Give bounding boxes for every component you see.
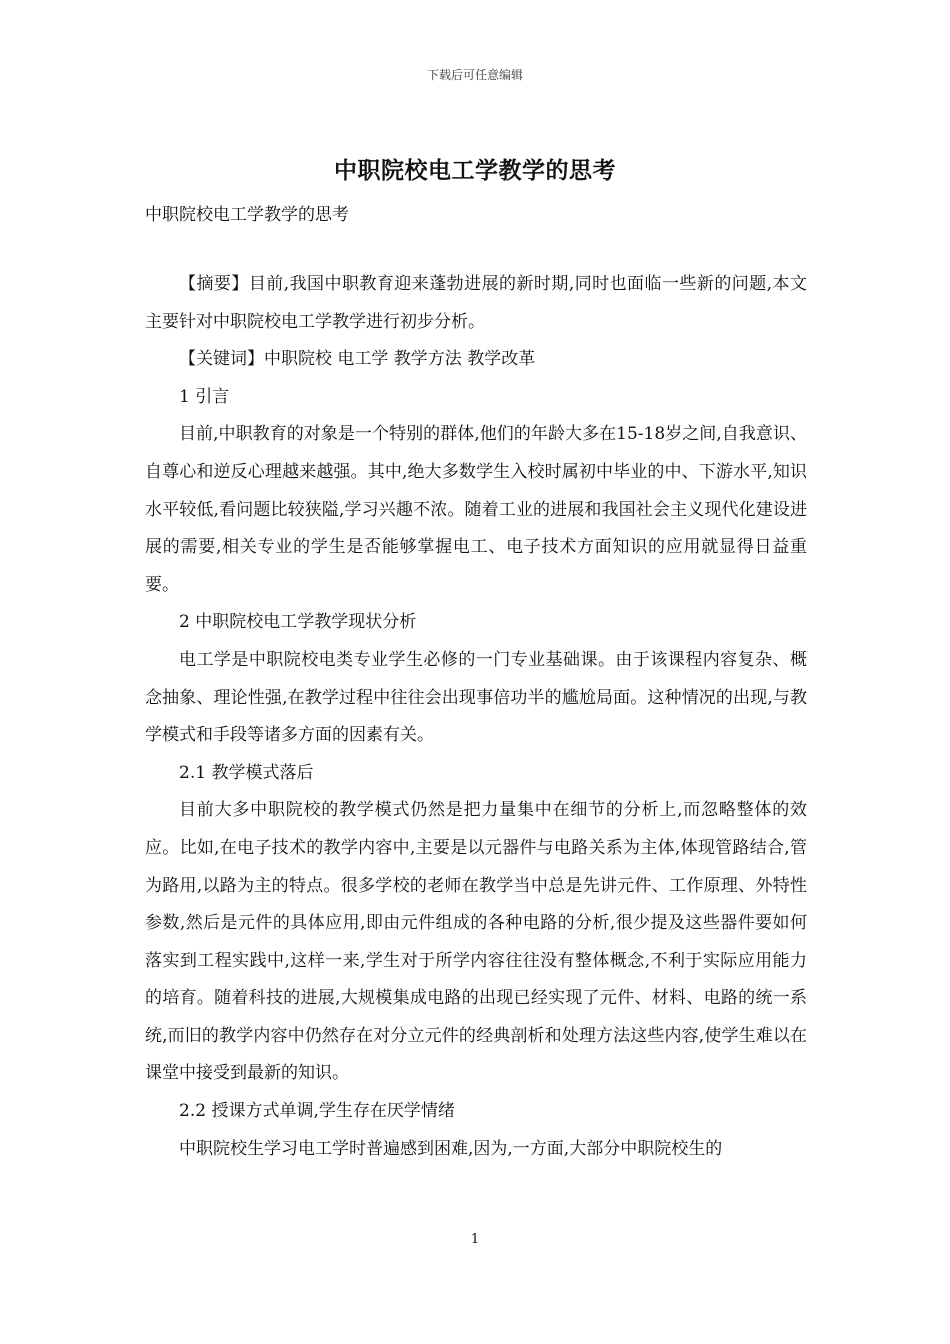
- body-paragraph: 目前,中职教育的对象是一个特别的群体,他们的年龄大多在15-18岁之间,自我意识、自尊心和逆反心理越来越强。其中,绝大多数学生入校时属初中毕业的中、下游水平,知识水平较低,看问题比较狭隘,学习兴趣不浓。随着工业的进展和我国社会主义现代化建设进展的需要,相关专业的学生是否能够掌握电工、电子技术方面知识的应用就显得日益重要。: [145, 424, 807, 595]
- page-number: 1: [470, 1232, 480, 1247]
- subsection-heading-2-2: 2.2 授课方式单调,学生存在厌学情绪: [179, 1101, 455, 1122]
- body-paragraph: 目前大多中职院校的教学模式仍然是把力量集中在细节的分析上,而忽略整体的效应。比如,在电子技术的教学内容中,主要是以元器件与电路关系为主体,体现管路结合,管为路用,以路为主的特点。很多学校的老师在教学当中总是先讲元件、工作原理、外特性参数,然后是元件的具体应用,即由元件组成的各种电路的分析,很少提及这些器件要如何落实到工程实践中,这样一来,学生对于所学内容往往没有整体概念,不利于实际应用能力的培育。随着科技的进展,大规模集成电路的出现已经实现了元件、材料、电路的统一系统,而旧的教学内容中仍然存在对分立元件的经典剖析和处理方法这些内容,使学生难以在课堂中接受到最新的知识。: [145, 800, 807, 1084]
- subsection-heading-2-1: 2.1 教学模式落后: [179, 762, 314, 783]
- keywords-paragraph: 【关键词】中职院校 电工学 教学方法 教学改革: [179, 349, 536, 370]
- abstract-paragraph: 【摘要】目前,我国中职教育迎来蓬勃进展的新时期,同时也面临一些新的问题,本文主要针对中职院校电工学教学进行初步分析。: [145, 274, 807, 332]
- section-heading-1: 1 引言: [179, 386, 230, 407]
- section-heading-2: 2 中职院校电工学教学现状分析: [179, 612, 417, 633]
- page-header: 下载后可任意编辑: [426, 68, 523, 82]
- document-title: 中职院校电工学教学的思考: [334, 157, 616, 184]
- body-paragraph: 电工学是中职院校电类专业学生必修的一门专业基础课。由于该课程内容复杂、概念抽象、理论性强,在教学过程中往往会出现事倍功半的尴尬局面。这种情况的出现,与教学模式和手段等诸多方面的因素有关。: [145, 649, 807, 746]
- document-subtitle: 中职院校电工学教学的思考: [145, 205, 349, 225]
- body-paragraph: 中职院校生学习电工学时普遍感到困难,因为,一方面,大部分中职院校生的: [179, 1138, 723, 1159]
- document-body: [145, 266, 807, 1168]
